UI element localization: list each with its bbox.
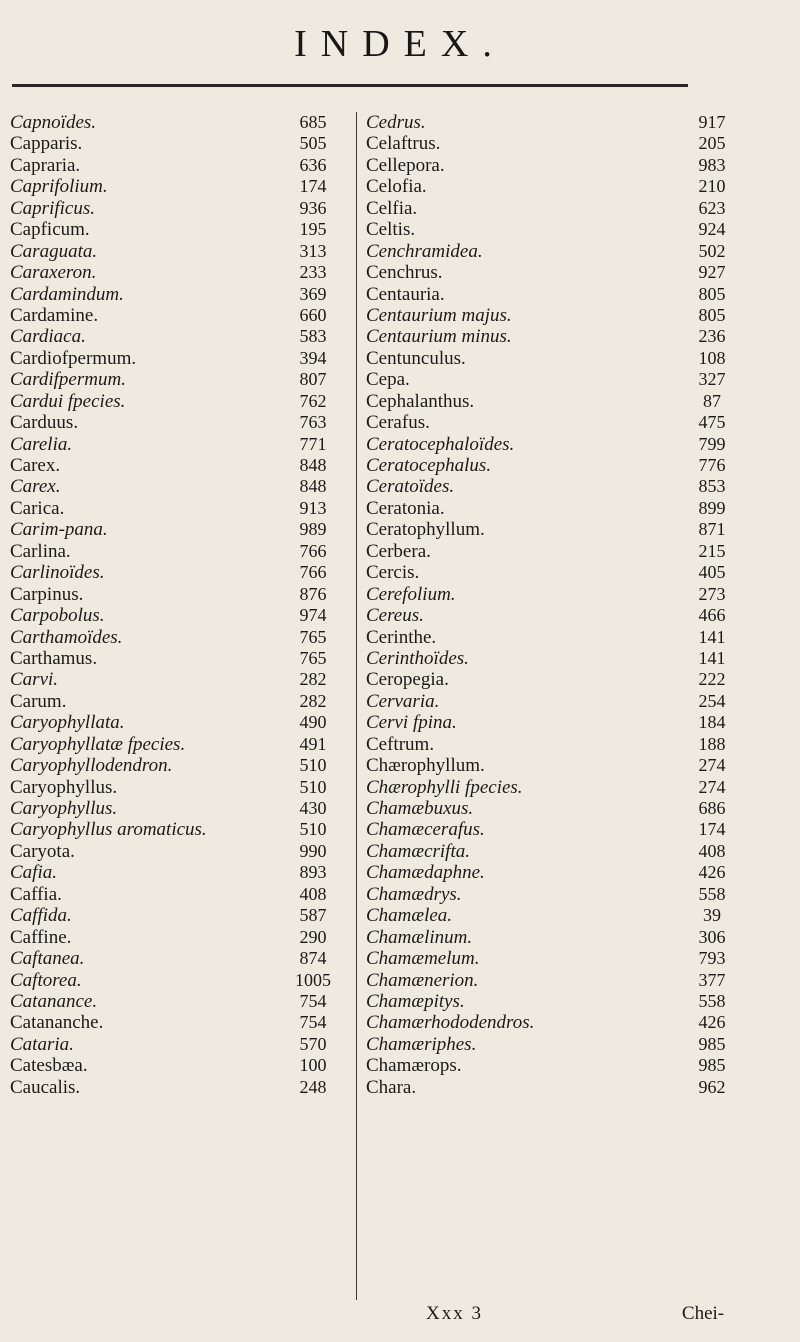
entry-name: Cardamindum. [10, 283, 124, 305]
entry-page-number: 394 [299, 347, 327, 368]
entry-name: Caffia. [10, 883, 62, 905]
index-entry [366, 348, 766, 369]
entry-page-number: 924 [698, 219, 726, 240]
index-entry [10, 455, 410, 476]
entry-page-number: 962 [698, 1076, 726, 1097]
index-entry [10, 369, 410, 390]
entry-page-number: 876 [299, 583, 327, 604]
page-title: INDEX. [294, 23, 506, 65]
index-entry [366, 841, 766, 862]
index-entry [10, 755, 410, 776]
index-entry [366, 176, 766, 197]
catchword: Chei- [681, 1303, 725, 1324]
entry-page-number: 558 [698, 990, 726, 1011]
entry-name: Chamæbuxus. [366, 798, 474, 819]
index-entry [10, 391, 410, 412]
entry-page-number: 510 [299, 776, 327, 797]
entry-page-number: 236 [698, 326, 726, 347]
index-entry [10, 862, 410, 883]
entry-name: Ceftrum. [366, 733, 435, 755]
index-entry [366, 648, 766, 669]
entry-name: Carthamus. [10, 647, 98, 669]
index-entry [10, 948, 410, 969]
entry-page-number: 502 [698, 240, 726, 261]
entry-name: Chærophylli fpecies. [366, 776, 523, 798]
index-entry [366, 584, 766, 605]
entry-page-number: 205 [698, 133, 726, 154]
index-entry [366, 476, 766, 497]
entry-name: Celofia. [366, 176, 427, 198]
entry-page-number: 771 [299, 433, 327, 454]
entry-name: Centaurium majus. [366, 304, 512, 326]
index-entry [10, 476, 410, 497]
entry-page-number: 510 [299, 755, 327, 776]
entry-name: Capparis. [10, 133, 83, 155]
entry-name: Caryophyllodendron. [10, 755, 173, 777]
entry-name: Catesbæa. [10, 1055, 88, 1077]
index-entry [366, 948, 766, 969]
entry-name: Chamæcerafus. [366, 819, 485, 841]
index-entry [366, 691, 766, 712]
index-entry [366, 970, 766, 991]
entry-page-number: 558 [698, 883, 726, 904]
entry-name: Carlinoïdes. [10, 562, 105, 584]
entry-page-number: 766 [299, 540, 327, 561]
index-entry [366, 498, 766, 519]
entry-page-number: 990 [299, 840, 327, 861]
index-entry [10, 648, 410, 669]
index-entry [10, 348, 410, 369]
entry-name: Centaurium minus. [366, 326, 512, 348]
entry-page-number: 913 [299, 497, 327, 518]
index-entry [366, 1034, 766, 1055]
index-entry [366, 326, 766, 347]
entry-name: Cerinthoïdes. [366, 647, 469, 669]
index-entry [10, 841, 410, 862]
entry-page-number: 282 [299, 690, 327, 711]
index-entry [10, 605, 410, 626]
index-entry [366, 412, 766, 433]
entry-page-number: 408 [698, 840, 726, 861]
index-entry [10, 305, 410, 326]
index-entry [366, 991, 766, 1012]
entry-name: Chamærops. [366, 1055, 462, 1077]
index-entry [366, 734, 766, 755]
index-entry [10, 691, 410, 712]
entry-name: Chamæcrifta. [366, 840, 470, 862]
entry-page-number: 848 [299, 476, 327, 497]
entry-name: Cedrus. [366, 112, 426, 133]
index-entry [10, 326, 410, 347]
index-entry [10, 112, 410, 133]
entry-page-number: 369 [299, 283, 327, 304]
entry-page-number: 974 [299, 605, 327, 626]
entry-page-number: 763 [299, 412, 327, 433]
entry-page-number: 989 [299, 519, 327, 540]
entry-name: Chærophyllum. [366, 755, 485, 777]
index-entry [366, 305, 766, 326]
index-entry [10, 627, 410, 648]
entry-name: Chamærhododendros. [366, 1012, 535, 1034]
signature-mark: Xxx 3 [426, 1303, 483, 1324]
entry-name: Cardifpermum. [10, 369, 126, 391]
entry-page-number: 853 [698, 476, 726, 497]
entry-name: Carduus. [10, 412, 79, 434]
entry-page-number: 233 [299, 262, 327, 283]
index-entry [366, 798, 766, 819]
index-entry [10, 819, 410, 840]
entry-name: Carvi. [10, 669, 59, 691]
entry-name: Cepa. [366, 369, 410, 391]
entry-page-number: 985 [698, 1055, 726, 1076]
entry-page-number: 273 [698, 583, 726, 604]
entry-page-number: 491 [299, 733, 327, 754]
index-entry [366, 884, 766, 905]
entry-page-number: 377 [698, 969, 726, 990]
entry-page-number: 274 [698, 755, 726, 776]
entry-name: Ceratocephalus. [366, 455, 492, 476]
header-rule [12, 84, 688, 87]
entry-page-number: 874 [299, 948, 327, 969]
entry-name: Caryota. [10, 840, 75, 862]
index-entry [366, 755, 766, 776]
entry-name: Cervi fpina. [366, 712, 457, 734]
entry-name: Chamæriphes. [366, 1033, 477, 1055]
entry-name: Cardiaca. [10, 326, 86, 348]
entry-page-number: 765 [299, 626, 327, 647]
index-entry [366, 712, 766, 733]
entry-page-number: 848 [299, 455, 327, 475]
index-entry [366, 112, 766, 133]
entry-name: Cellepora. [366, 154, 445, 176]
index-entry [366, 198, 766, 219]
index-entry [366, 605, 766, 626]
entry-page-number: 893 [299, 862, 327, 883]
entry-page-number: 141 [698, 647, 726, 668]
entry-page-number: 505 [299, 133, 327, 154]
entry-name: Carlina. [10, 540, 71, 562]
entry-name: Carim-pana. [10, 519, 108, 541]
entry-name: Caryophyllatæ fpecies. [10, 733, 186, 755]
index-entry [10, 219, 410, 240]
left-column [10, 112, 410, 1098]
index-entry [366, 627, 766, 648]
entry-name: Centauria. [366, 283, 445, 305]
entry-name: Cercis. [366, 562, 420, 584]
index-entry [10, 1077, 410, 1098]
entry-name: Celfia. [366, 197, 418, 219]
entry-name: Carum. [10, 690, 67, 712]
entry-name: Capraria. [10, 154, 81, 176]
index-entry [366, 241, 766, 262]
index-entry [10, 669, 410, 690]
entry-name: Cerbera. [366, 540, 431, 562]
entry-name: Celaftrus. [366, 133, 441, 155]
entry-name: Cerinthe. [366, 626, 437, 648]
entry-name: Cenchramidea. [366, 240, 483, 262]
index-entry [10, 262, 410, 283]
entry-page-number: 776 [698, 455, 726, 475]
entry-page-number: 623 [698, 197, 726, 218]
entry-page-number: 799 [698, 433, 726, 454]
entry-name: Caryophyllus. [10, 776, 118, 798]
entry-name: Carpinus. [10, 583, 84, 605]
entry-page-number: 408 [299, 883, 327, 904]
index-entry [366, 133, 766, 154]
entry-page-number: 184 [698, 712, 726, 733]
entry-name: Capnoïdes. [10, 112, 97, 133]
entry-page-number: 686 [698, 798, 726, 818]
index-entry [366, 862, 766, 883]
index-entry [10, 777, 410, 798]
entry-page-number: 290 [299, 926, 327, 947]
entry-name: Cervaria. [366, 690, 440, 712]
index-entry [366, 1077, 766, 1098]
index-entry [10, 198, 410, 219]
entry-page-number: 754 [299, 990, 327, 1011]
entry-name: Chamæmelum. [366, 948, 480, 970]
entry-name: Caffine. [10, 926, 72, 948]
entry-page-number: 405 [698, 562, 726, 583]
index-entry [10, 884, 410, 905]
entry-page-number: 141 [698, 626, 726, 647]
index-entry [10, 176, 410, 197]
entry-name: Catananche. [10, 1012, 104, 1034]
entry-page-number: 510 [299, 819, 327, 840]
entry-name: Caffida. [10, 905, 72, 927]
entry-page-number: 210 [698, 176, 726, 197]
entry-page-number: 222 [698, 669, 726, 690]
entry-name: Cafia. [10, 862, 57, 884]
entry-page-number: 927 [698, 262, 726, 283]
entry-page-number: 985 [698, 1033, 726, 1054]
right-column [366, 112, 766, 1098]
index-entry [366, 905, 766, 926]
entry-name: Chamædaphne. [366, 862, 485, 884]
index-entry [366, 927, 766, 948]
index-entry [10, 241, 410, 262]
entry-page-number: 660 [299, 304, 327, 325]
index-entry [10, 798, 410, 819]
entry-name: Ceratocephaloïdes. [366, 433, 515, 455]
index-entry [10, 1034, 410, 1055]
entry-page-number: 871 [698, 519, 726, 540]
entry-name: Carica. [10, 497, 65, 519]
entry-page-number: 636 [299, 154, 327, 175]
entry-name: Ceratoïdes. [366, 476, 455, 498]
entry-name: Carex. [10, 476, 61, 498]
index-entry [366, 777, 766, 798]
entry-page-number: 466 [698, 605, 726, 626]
entry-name: Cerefolium. [366, 583, 456, 605]
entry-name: Chamænerion. [366, 969, 479, 991]
entry-name: Chamæpitys. [366, 990, 465, 1012]
entry-name: Carthamoïdes. [10, 626, 123, 648]
entry-name: Catanance. [10, 990, 98, 1012]
entry-page-number: 587 [299, 905, 327, 926]
entry-name: Celtis. [366, 219, 416, 241]
entry-name: Caprificus. [10, 197, 95, 219]
entry-name: Cardamine. [10, 304, 99, 326]
entry-name: Chamædrys. [366, 883, 462, 905]
entry-name: Cardiofpermum. [10, 347, 137, 369]
entry-name: Caftorea. [10, 969, 82, 991]
index-entry [10, 133, 410, 154]
entry-page-number: 174 [299, 176, 327, 197]
entry-name: Caprifolium. [10, 176, 108, 198]
entry-page-number: 685 [299, 112, 327, 132]
entry-name: Cerafus. [366, 412, 430, 434]
index-entry [366, 1055, 766, 1076]
entry-name: Caraguata. [10, 240, 98, 262]
entry-name: Ceratophyllum. [366, 519, 485, 541]
entry-name: Carpobolus. [10, 605, 105, 627]
index-entry [366, 369, 766, 390]
entry-page-number: 490 [299, 712, 327, 733]
entry-page-number: 805 [698, 304, 726, 325]
entry-page-number: 39 [703, 905, 721, 926]
entry-page-number: 282 [299, 669, 327, 690]
index-entry [366, 1012, 766, 1033]
index-entry [10, 1012, 410, 1033]
entry-page-number: 805 [698, 283, 726, 304]
entry-page-number: 1005 [295, 969, 331, 990]
entry-name: Chamælinum. [366, 926, 473, 948]
entry-page-number: 87 [703, 390, 721, 411]
index-entry [366, 262, 766, 283]
index-entry [366, 155, 766, 176]
entry-page-number: 754 [299, 1012, 327, 1033]
entry-name: Ceratonia. [366, 497, 445, 519]
index-entry [10, 970, 410, 991]
entry-page-number: 108 [698, 347, 726, 368]
index-entry [10, 519, 410, 540]
entry-page-number: 807 [299, 369, 327, 390]
entry-page-number: 475 [698, 412, 726, 433]
entry-page-number: 917 [698, 112, 726, 132]
entry-page-number: 936 [299, 197, 327, 218]
entry-page-number: 195 [299, 219, 327, 240]
entry-page-number: 327 [698, 369, 726, 390]
entry-name: Carex. [10, 455, 61, 476]
entry-name: Caucalis. [10, 1076, 81, 1098]
index-entry [366, 541, 766, 562]
entry-page-number: 174 [698, 819, 726, 840]
entry-page-number: 188 [698, 733, 726, 754]
entry-name: Cereus. [366, 605, 424, 627]
index-entry [10, 541, 410, 562]
index-entry [366, 391, 766, 412]
entry-name: Caraxeron. [10, 262, 97, 284]
index-entry [10, 498, 410, 519]
index-entry [366, 669, 766, 690]
entry-page-number: 426 [698, 862, 726, 883]
index-entry [10, 1055, 410, 1076]
index-entry [10, 155, 410, 176]
index-entry [10, 412, 410, 433]
entry-name: Ceropegia. [366, 669, 449, 691]
entry-name: Cephalanthus. [366, 390, 475, 412]
entry-name: Caryophyllus aromaticus. [10, 819, 207, 841]
index-entry [10, 562, 410, 583]
index-entry [10, 434, 410, 455]
index-entry [10, 927, 410, 948]
entry-page-number: 983 [698, 154, 726, 175]
entry-page-number: 762 [299, 390, 327, 411]
entry-name: Caryophyllata. [10, 712, 125, 734]
entry-name: Centunculus. [366, 347, 466, 369]
entry-name: Capficum. [10, 219, 90, 241]
entry-page-number: 313 [299, 240, 327, 261]
index-entry [10, 284, 410, 305]
entry-page-number: 570 [299, 1033, 327, 1054]
index-entry [366, 562, 766, 583]
index-entry [10, 905, 410, 926]
entry-name: Caftanea. [10, 948, 85, 970]
index-entry [366, 219, 766, 240]
index-entry [366, 284, 766, 305]
index-entry [10, 734, 410, 755]
entry-page-number: 100 [299, 1055, 327, 1076]
entry-name: Cataria. [10, 1033, 74, 1055]
entry-page-number: 306 [698, 926, 726, 947]
index-entry [366, 434, 766, 455]
index-entry [10, 991, 410, 1012]
index-entry [10, 584, 410, 605]
entry-name: Cenchrus. [366, 262, 443, 284]
entry-page-number: 793 [698, 948, 726, 969]
entry-name: Caryophyllus. [10, 798, 118, 819]
entry-page-number: 899 [698, 497, 726, 518]
entry-page-number: 248 [299, 1076, 327, 1097]
index-entry [10, 712, 410, 733]
index-entry [366, 519, 766, 540]
entry-page-number: 430 [299, 798, 327, 818]
entry-page-number: 766 [299, 562, 327, 583]
entry-name: Chara. [366, 1076, 417, 1098]
entry-page-number: 426 [698, 1012, 726, 1033]
entry-name: Cardui fpecies. [10, 390, 126, 412]
entry-page-number: 254 [698, 690, 726, 711]
entry-page-number: 765 [299, 647, 327, 668]
entry-page-number: 215 [698, 540, 726, 561]
index-entry [366, 455, 766, 476]
entry-name: Carelia. [10, 433, 73, 455]
entry-page-number: 274 [698, 776, 726, 797]
entry-name: Chamælea. [366, 905, 453, 927]
index-entry [366, 819, 766, 840]
entry-page-number: 583 [299, 326, 327, 347]
